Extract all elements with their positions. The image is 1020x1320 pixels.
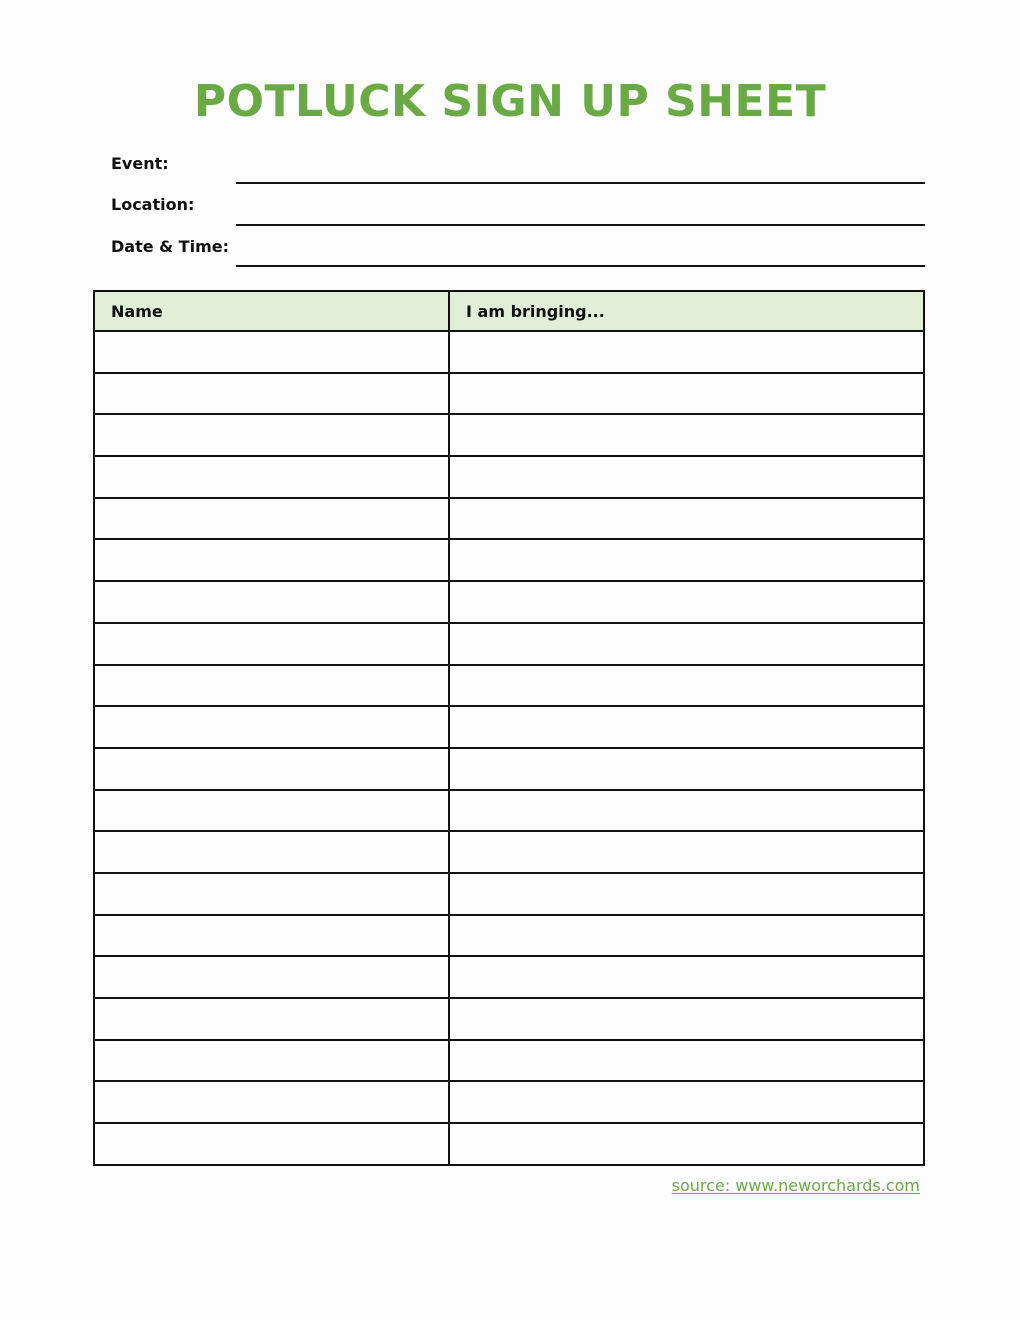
- table-row: [94, 1040, 924, 1082]
- name-cell[interactable]: [94, 873, 449, 915]
- table-row: [94, 1123, 924, 1165]
- event-field[interactable]: [236, 182, 925, 184]
- table-row: [94, 665, 924, 707]
- signup-table: [93, 290, 925, 1166]
- bringing-column-header: I am bringing...: [449, 291, 924, 331]
- bringing-cell[interactable]: [449, 956, 924, 998]
- table-row: [94, 1081, 924, 1123]
- name-cell[interactable]: [94, 831, 449, 873]
- bringing-cell[interactable]: [449, 623, 924, 665]
- table-row: [94, 748, 924, 790]
- bringing-cell[interactable]: [449, 539, 924, 581]
- name-cell[interactable]: [94, 915, 449, 957]
- table-row: [94, 706, 924, 748]
- location-label: Location:: [111, 195, 195, 214]
- table-header-row: [94, 291, 924, 331]
- name-cell[interactable]: [94, 373, 449, 415]
- table-row: [94, 331, 924, 373]
- name-cell[interactable]: [94, 539, 449, 581]
- name-cell[interactable]: [94, 998, 449, 1040]
- bringing-cell[interactable]: [449, 998, 924, 1040]
- event-label: Event:: [111, 154, 169, 173]
- bringing-cell[interactable]: [449, 790, 924, 832]
- datetime-label: Date & Time:: [111, 237, 229, 256]
- bringing-cell[interactable]: [449, 414, 924, 456]
- name-cell[interactable]: [94, 1081, 449, 1123]
- name-cell[interactable]: [94, 1123, 449, 1165]
- bringing-cell[interactable]: [449, 665, 924, 707]
- bringing-cell[interactable]: [449, 373, 924, 415]
- bringing-cell[interactable]: [449, 1081, 924, 1123]
- page-title: POTLUCK SIGN UP SHEET: [193, 76, 827, 127]
- name-cell[interactable]: [94, 623, 449, 665]
- table-row: [94, 915, 924, 957]
- table-row: [94, 414, 924, 456]
- name-column-header: Name: [94, 291, 449, 331]
- name-cell[interactable]: [94, 956, 449, 998]
- name-cell[interactable]: [94, 456, 449, 498]
- bringing-cell[interactable]: [449, 1040, 924, 1082]
- name-cell[interactable]: [94, 665, 449, 707]
- table-row: [94, 623, 924, 665]
- name-cell[interactable]: [94, 748, 449, 790]
- table-row: [94, 790, 924, 832]
- source-link[interactable]: source: www.neworchards.com: [671, 1176, 920, 1195]
- bringing-cell[interactable]: [449, 456, 924, 498]
- bringing-cell[interactable]: [449, 831, 924, 873]
- table-row: [94, 373, 924, 415]
- bringing-cell[interactable]: [449, 748, 924, 790]
- table-row: [94, 831, 924, 873]
- bringing-cell[interactable]: [449, 706, 924, 748]
- table-row: [94, 873, 924, 915]
- name-cell[interactable]: [94, 414, 449, 456]
- name-cell[interactable]: [94, 498, 449, 540]
- name-cell[interactable]: [94, 331, 449, 373]
- name-cell[interactable]: [94, 1040, 449, 1082]
- table-row: [94, 998, 924, 1040]
- name-cell[interactable]: [94, 706, 449, 748]
- table-row: [94, 539, 924, 581]
- bringing-cell[interactable]: [449, 498, 924, 540]
- bringing-cell[interactable]: [449, 331, 924, 373]
- table-row: [94, 956, 924, 998]
- name-cell[interactable]: [94, 790, 449, 832]
- bringing-cell[interactable]: [449, 873, 924, 915]
- table-row: [94, 498, 924, 540]
- table-body: [94, 331, 924, 1165]
- signup-table-container: [93, 290, 925, 1166]
- name-cell[interactable]: [94, 581, 449, 623]
- bringing-cell[interactable]: [449, 915, 924, 957]
- table-row: [94, 456, 924, 498]
- location-field[interactable]: [236, 224, 925, 226]
- datetime-field[interactable]: [236, 265, 925, 267]
- bringing-cell[interactable]: [449, 1123, 924, 1165]
- bringing-cell[interactable]: [449, 581, 924, 623]
- table-row: [94, 581, 924, 623]
